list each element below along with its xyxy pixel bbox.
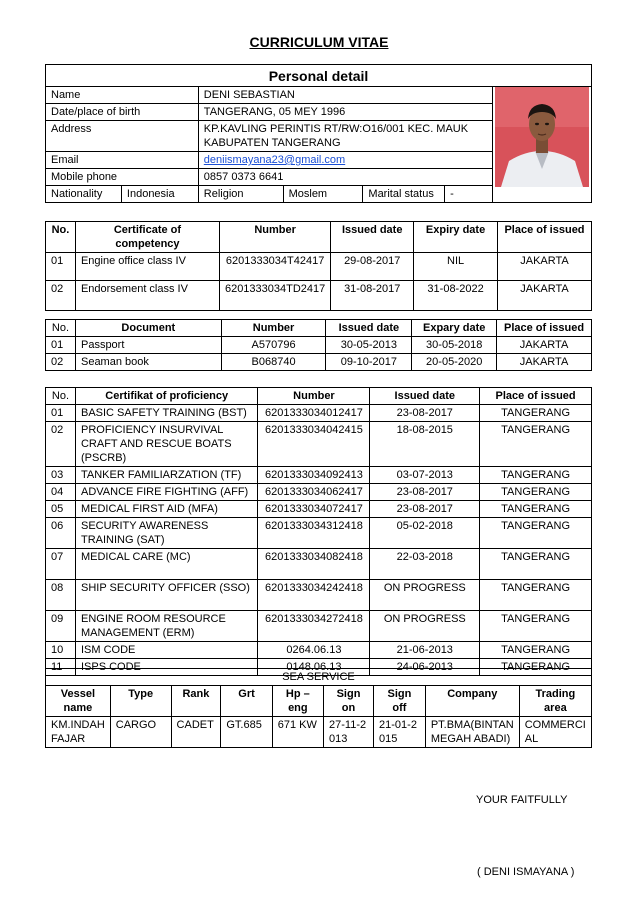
table-cell: 6201333034012417 (258, 405, 370, 422)
table-cell: JAKARTA (497, 281, 591, 311)
proficiency-header-row (46, 388, 592, 405)
header-cell: Number (219, 222, 330, 253)
table-cell: JAKARTA (497, 354, 592, 371)
header-cell: Issued date (331, 222, 414, 253)
table-cell: ISPS CODE (75, 659, 257, 676)
table-cell: 18-08-2015 (370, 422, 480, 467)
table-cell: 0264.06.13 (258, 642, 370, 659)
table-cell: TANGERANG (480, 467, 592, 484)
personal-detail-table (45, 64, 592, 203)
page-title: CURRICULUM VITAE (249, 34, 389, 50)
table-row (46, 611, 592, 642)
table-row (46, 337, 592, 354)
mobile-value: 0857 0373 6641 (198, 169, 492, 186)
email-label: Email (46, 152, 199, 169)
table-cell: 02 (46, 281, 76, 311)
table-cell: SHIP SECURITY OFFICER (SSO) (75, 580, 257, 611)
table-cell: 6201333034062417 (258, 484, 370, 501)
table-cell: 09 (46, 611, 76, 642)
profile-photo (492, 87, 591, 203)
header-cell: Expary date (412, 320, 497, 337)
table-cell: KM.INDAH FAJAR (46, 717, 111, 748)
table-cell: 6201333034272418 (258, 611, 370, 642)
table-cell: TANGERANG (480, 580, 592, 611)
table-cell: 23-08-2017 (370, 484, 480, 501)
table-cell: Seaman book (75, 354, 221, 371)
header-cell: Rank (171, 686, 221, 717)
table-cell: B068740 (221, 354, 326, 371)
table-cell: 31-08-2017 (331, 281, 414, 311)
table-cell: TANGERANG (480, 549, 592, 580)
table-cell: 21-01-2015 (374, 717, 426, 748)
table-cell: 05 (46, 501, 76, 518)
table-cell: TANGERANG (480, 484, 592, 501)
table-row (46, 642, 592, 659)
table-cell: 04 (46, 484, 76, 501)
header-cell: Issued date (326, 320, 412, 337)
table-cell: TANGERANG (480, 422, 592, 467)
table-cell: 03 (46, 467, 76, 484)
table-cell: 0148.06.13 (258, 659, 370, 676)
table-row (46, 253, 592, 281)
closing-text: YOUR FAITFULLY (476, 794, 568, 806)
table-cell: MEDICAL FIRST AID (MFA) (75, 501, 257, 518)
sea-service-heading: SEA SERVICE (46, 669, 592, 686)
table-row (46, 405, 592, 422)
address-label: Address (46, 121, 199, 152)
header-cell: Certifikat of proficiency (75, 388, 257, 405)
table-cell: 31-08-2022 (414, 281, 498, 311)
table-cell: 6201333034072417 (258, 501, 370, 518)
mobile-label: Mobile phone (46, 169, 199, 186)
signature-name: ( DENI ISMAYANA ) (477, 866, 575, 878)
table-cell: 27-11-2013 (324, 717, 374, 748)
table-row (46, 484, 592, 501)
table-cell: 10 (46, 642, 76, 659)
header-cell: Sign off (374, 686, 426, 717)
sea-service-table (45, 668, 592, 748)
table-cell: 03-07-2013 (370, 467, 480, 484)
table-cell: JAKARTA (497, 337, 592, 354)
table-cell: TANGERANG (480, 642, 592, 659)
table-cell: 23-08-2017 (370, 501, 480, 518)
religion-value: Moslem (283, 186, 363, 203)
table-cell: Passport (75, 337, 221, 354)
table-cell: 24-06-2013 (370, 659, 480, 676)
header-cell: Place of issued (497, 320, 592, 337)
table-cell: COMMERCIAL (519, 717, 591, 748)
table-cell: 6201333034T42417 (219, 253, 330, 281)
table-cell: MEDICAL CARE (MC) (75, 549, 257, 580)
table-cell: TANGERANG (480, 659, 592, 676)
address-line-1: KP.KAVLING PERINTIS RT/RW:O16/001 KEC. MAUK (203, 123, 469, 135)
header-cell: Vessel name (46, 686, 111, 717)
header-cell: Trading area (519, 686, 591, 717)
name-value: DENI SEBASTIAN (198, 87, 492, 104)
table-cell: 08 (46, 580, 76, 611)
portrait-image (495, 87, 589, 187)
table-row (46, 549, 592, 580)
table-cell: PT.BMA(BINTAN MEGAH ABADI) (425, 717, 519, 748)
table-cell: 11 (46, 659, 76, 676)
table-cell: CADET (171, 717, 221, 748)
personal-detail-heading: Personal detail (46, 65, 592, 87)
table-row (46, 518, 592, 549)
address-value (198, 121, 492, 152)
table-cell: 02 (46, 354, 76, 371)
table-cell: 671 KW (272, 717, 323, 748)
marital-label: Marital status (363, 186, 445, 203)
dob-value: TANGERANG, 05 MEY 1996 (198, 104, 492, 121)
table-cell: ON PROGRESS (370, 611, 480, 642)
header-cell: Issued date (370, 388, 480, 405)
table-row (46, 281, 592, 311)
table-cell: 6201333034TD2417 (219, 281, 330, 311)
table-cell: SECURITY AWARENESS TRAINING (SAT) (75, 518, 257, 549)
nationality-label: Nationality (46, 186, 122, 203)
table-cell: TANGERANG (480, 518, 592, 549)
table-cell: ENGINE ROOM RESOURCE MANAGEMENT (ERM) (75, 611, 257, 642)
table-row (46, 354, 592, 371)
header-cell: No. (46, 320, 76, 337)
table-cell: 6201333034312418 (258, 518, 370, 549)
header-cell: Certificate of competency (75, 222, 219, 253)
table-cell: JAKARTA (497, 253, 591, 281)
table-cell: 22-03-2018 (370, 549, 480, 580)
header-cell: Number (258, 388, 370, 405)
table-cell: Endorsement class IV (75, 281, 219, 311)
email-cell (198, 152, 492, 169)
table-cell: 05-02-2018 (370, 518, 480, 549)
table-cell: 20-05-2020 (412, 354, 497, 371)
address-line-2: KABUPATEN TANGERANG (203, 137, 341, 149)
table-cell: 6201333034082418 (258, 549, 370, 580)
table-cell: 02 (46, 422, 76, 467)
nationality-value: Indonesia (121, 186, 198, 203)
table-cell: 6201333034242418 (258, 580, 370, 611)
table-cell: PROFICIENCY INSURVIVAL CRAFT AND RESCUE BOATS (PSCRB) (75, 422, 257, 467)
table-cell: 06 (46, 518, 76, 549)
dob-label: Date/place of birth (46, 104, 199, 121)
name-label: Name (46, 87, 199, 104)
table-cell: BASIC SAFETY TRAINING (BST) (75, 405, 257, 422)
documents-table (45, 319, 592, 371)
table-cell: ON PROGRESS (370, 580, 480, 611)
table-cell: TANKER FAMILIARZATION (TF) (75, 467, 257, 484)
table-cell: 30-05-2018 (412, 337, 497, 354)
table-cell: CARGO (110, 717, 171, 748)
table-cell: 29-08-2017 (331, 253, 414, 281)
table-cell: 21-06-2013 (370, 642, 480, 659)
table-row (46, 580, 592, 611)
sea-service-header-row (46, 686, 592, 717)
header-cell: Place of issued (480, 388, 592, 405)
table-row (46, 717, 592, 748)
header-cell: Number (221, 320, 326, 337)
competency-table (45, 221, 592, 311)
proficiency-table (45, 387, 592, 676)
table-cell: 01 (46, 253, 76, 281)
header-cell: Grt (221, 686, 272, 717)
table-cell: 6201333034042415 (258, 422, 370, 467)
email-link[interactable]: deniismayana23@gmail.com (203, 154, 346, 166)
header-cell: No. (46, 222, 76, 253)
table-cell: Engine office class IV (75, 253, 219, 281)
table-cell: ADVANCE FIRE FIGHTING (AFF) (75, 484, 257, 501)
table-cell: 6201333034092413 (258, 467, 370, 484)
table-cell: 09-10-2017 (326, 354, 412, 371)
table-cell: 01 (46, 337, 76, 354)
table-cell: TANGERANG (480, 611, 592, 642)
header-cell: Hp – eng (272, 686, 323, 717)
documents-header-row (46, 320, 592, 337)
table-cell: GT.685 (221, 717, 272, 748)
header-cell: Sign on (324, 686, 374, 717)
table-cell: 30-05-2013 (326, 337, 412, 354)
header-cell: Company (425, 686, 519, 717)
table-row (46, 467, 592, 484)
religion-label: Religion (198, 186, 283, 203)
table-cell: 01 (46, 405, 76, 422)
marital-value: - (445, 186, 493, 203)
table-cell: TANGERANG (480, 405, 592, 422)
header-cell: Place of issued (497, 222, 591, 253)
header-cell: Expiry date (414, 222, 498, 253)
table-cell: 07 (46, 549, 76, 580)
header-cell: Type (110, 686, 171, 717)
table-cell: A570796 (221, 337, 326, 354)
table-row (46, 501, 592, 518)
table-cell: 23-08-2017 (370, 405, 480, 422)
table-cell: NIL (414, 253, 498, 281)
competency-header-row (46, 222, 592, 253)
table-cell: TANGERANG (480, 501, 592, 518)
header-cell: No. (46, 388, 76, 405)
table-row (46, 422, 592, 467)
table-cell: ISM CODE (75, 642, 257, 659)
header-cell: Document (75, 320, 221, 337)
